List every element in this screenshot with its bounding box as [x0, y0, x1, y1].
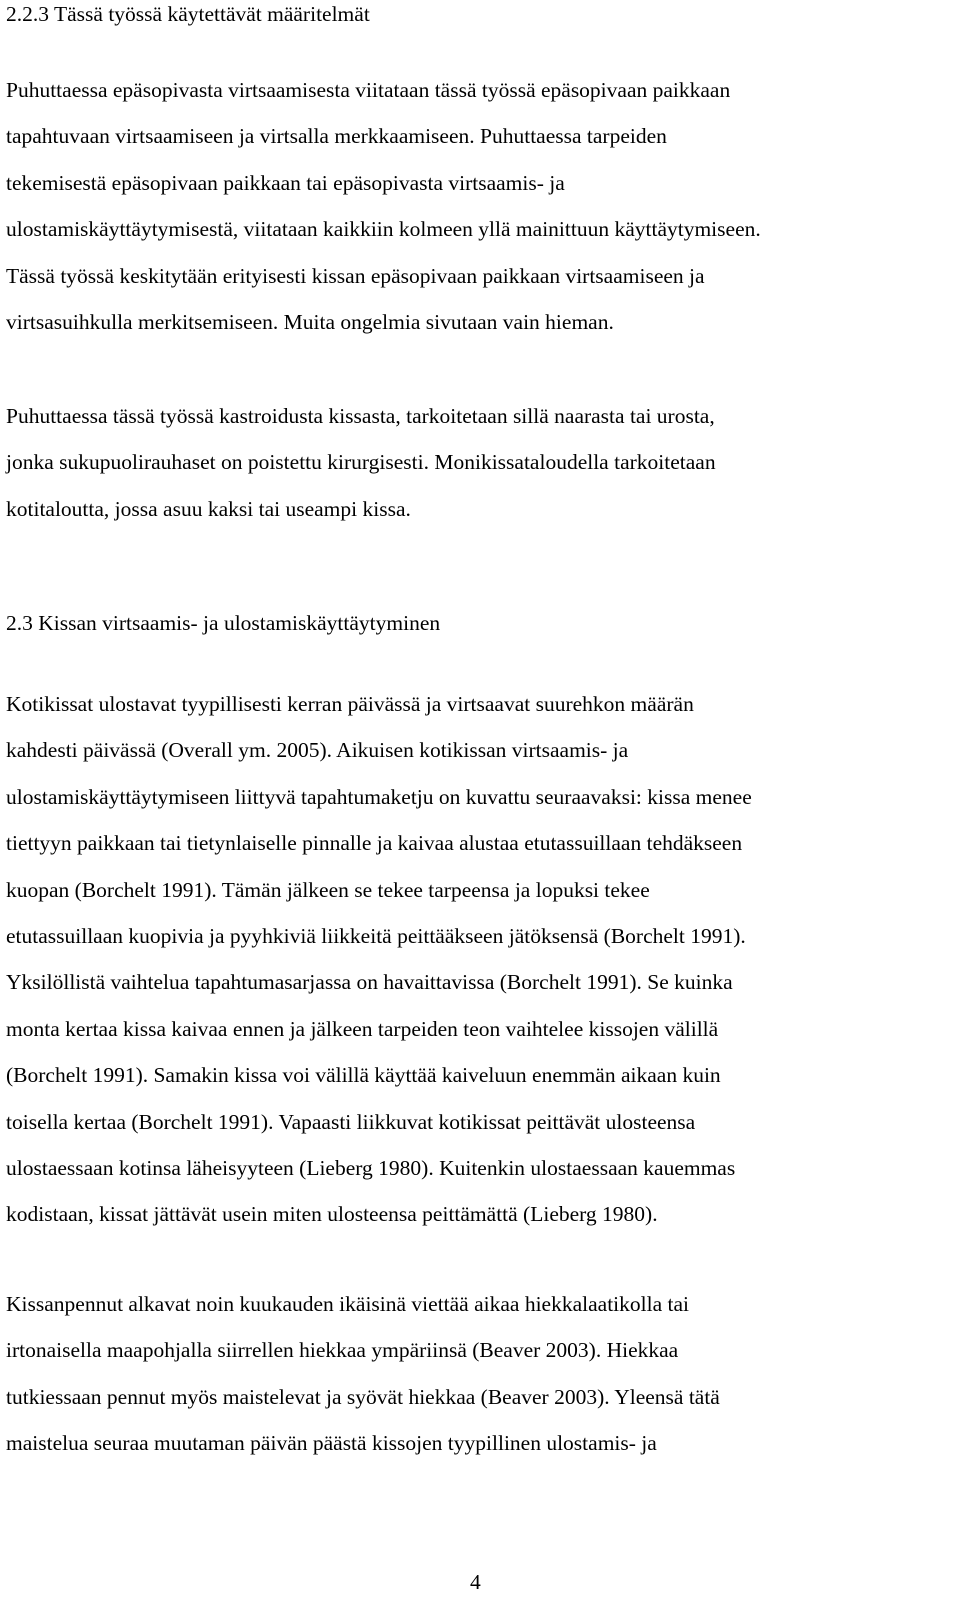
paragraph-definitions-1	[6, 67, 761, 345]
text-line: tiettyyn paikkaan tai tietynlaiselle pinnalle ja kaivaa alustaa etutassuillaan tehdäkseen	[6, 831, 743, 856]
text-line: Tässä työssä keskitytään erityisesti kissan epäsopivaan paikkaan virtsaamiseen ja	[6, 263, 705, 288]
paragraph-behaviour-1	[6, 681, 752, 1238]
text-line: tekemisestä epäsopivaan paikkaan tai epäsopivasta virtsaamis- ja	[6, 170, 565, 195]
page-number: 4	[470, 1570, 481, 1594]
text-line: monta kertaa kissa kaivaa ennen ja jälkeen tarpeiden teon vaihtelee kissojen välillä	[6, 1016, 719, 1041]
text-line: ulostaessaan kotinsa läheisyyteen (Lieberg 1980). Kuitenkin ulostaessaan kauemmas	[6, 1155, 736, 1180]
text-line: Kissanpennut alkavat noin kuukauden ikäisinä viettää aikaa hiekkalaatikolla tai	[6, 1292, 689, 1316]
text-line: kahdesti päivässä (Overall ym. 2005). Aikuisen kotikissan virtsaamis- ja	[6, 738, 629, 763]
text-line: Puhuttaessa epäsopivasta virtsaamisesta viitataan tässä työssä epäsopivaan paikkaan	[6, 78, 731, 102]
text-line: kodistaan, kissat jättävät usein miten ulosteensa peittämättä (Lieberg 1980).	[6, 1202, 658, 1227]
text-line: (Borchelt 1991). Samakin kissa voi välillä käyttää kaiveluun enemmän aikaan kuin	[6, 1063, 721, 1088]
text-line: virtsasuihkulla merkitsemiseen. Muita ongelmia sivutaan vain hieman.	[6, 309, 614, 334]
section-heading-behaviour: 2.3 Kissan virtsaamis- ja ulostamiskäyttäytyminen	[6, 611, 441, 635]
text-line: ulostamiskäyttäytymisestä, viitataan kaikkiin kolmeen yllä mainittuun käyttäytymiseen.	[6, 217, 761, 242]
text-line: kuopan (Borchelt 1991). Tämän jälkeen se tekee tarpeensa ja lopuksi tekee	[6, 877, 650, 902]
text-line: irtonaisella maapohjalla siirrellen hiekkaa ympäriinsä (Beaver 2003). Hiekkaa	[6, 1338, 679, 1363]
text-line: jonka sukupuolirauhaset on poistettu kirurgisesti. Monikissataloudella tarkoitetaan	[6, 450, 716, 475]
text-line: maistelua seuraa muutaman päivän päästä kissojen tyypillinen ulostamis- ja	[6, 1431, 657, 1456]
paragraph-definitions-2	[6, 393, 716, 532]
text-line: toisella kertaa (Borchelt 1991). Vapaasti liikkuvat kotikissat peittävät ulosteensa	[6, 1109, 696, 1134]
text-line: tutkiessaan pennut myös maistelevat ja syövät hiekkaa (Beaver 2003). Yleensä tätä	[6, 1384, 720, 1409]
text-line: ulostamiskäyttäytymiseen liittyvä tapahtumaketju on kuvattu seuraavaksi: kissa menee	[6, 784, 752, 809]
text-line: tapahtuvaan virtsaamiseen ja virtsalla merkkaamiseen. Puhuttaessa tarpeiden	[6, 124, 667, 149]
document-page	[6, 0, 946, 1601]
text-line: Yksilöllistä vaihtelua tapahtumasarjassa on havaittavissa (Borchelt 1991). Se kuinka	[6, 970, 733, 995]
paragraph-behaviour-2	[6, 1281, 720, 1467]
text-line: kotitaloutta, jossa asuu kaksi tai useampi kissa.	[6, 496, 411, 521]
text-line: Puhuttaessa tässä työssä kastroidusta kissasta, tarkoitetaan sillä naarasta tai urosta,	[6, 404, 715, 428]
text-line: etutassuillaan kuopivia ja pyyhkiviä liikkeitä peittääkseen jätöksensä (Borchelt 1991).	[6, 923, 746, 948]
text-line: Kotikissat ulostavat tyypillisesti kerran päivässä ja virtsaavat suurehkon määrän	[6, 692, 694, 716]
section-heading-definitions: 2.2.3 Tässä työssä käytettävät määritelmät	[6, 2, 370, 26]
